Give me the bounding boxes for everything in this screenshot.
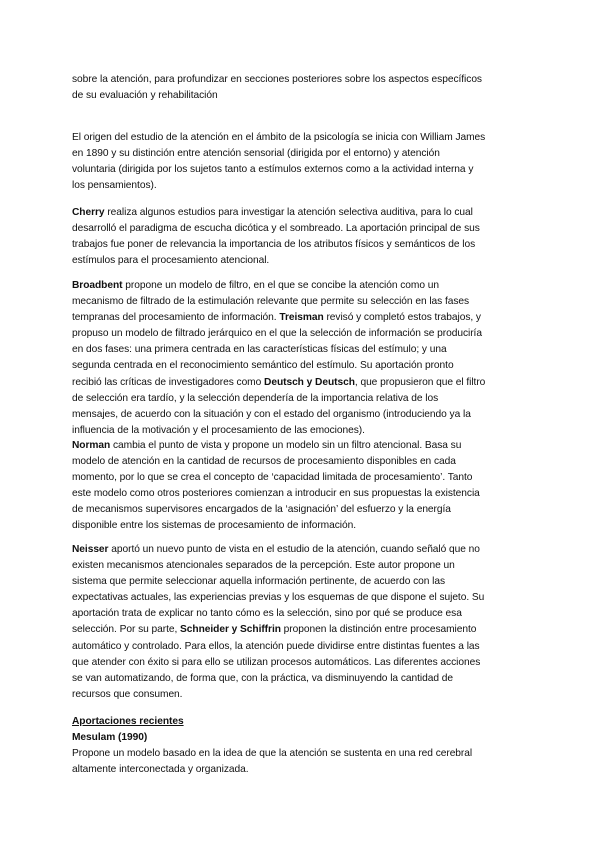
text-line: momento, por lo que se crea el concepto de ‘capacidad limitada de procesamiento’. Tanto	[72, 472, 473, 484]
text-line: influencia de la motivación y el procesamiento de las emociones).	[72, 424, 365, 436]
text-line: en 1890 y su distinción entre atención sensorial (dirigida por el entorno) y atención	[72, 148, 440, 160]
text-fragment: , que propusieron que el filtro	[354, 376, 486, 388]
intro-paragraph	[72, 72, 542, 104]
author-name: Deutsch y Deutsch	[264, 376, 355, 388]
text-line	[72, 278, 542, 294]
text-line: de mecanismos supervisores encargados de la ‘asignación’ del esfuerzo y la energía	[72, 504, 451, 516]
text-line: Propone un modelo basado en la idea de que la atención se sustenta en una red cerebral	[72, 748, 473, 760]
text-line: que atender con éxito si para ello se utilizan procesos automáticos. Las diferentes acciones	[72, 656, 481, 668]
author-name: Cherry	[72, 207, 105, 218]
section-subheading: Mesulam (1990)	[72, 732, 148, 744]
text-line: en dos fases: una primera centrada en las características físicas del estímulo; y una	[72, 344, 447, 356]
text-line: modelo de atención en la cantidad de recursos de procesamiento disponibles en cada	[72, 456, 456, 468]
text-line: mensajes, de acuerdo con la situación y con el estado del organismo (introduciendo ya la	[72, 408, 471, 420]
text-fragment: realiza algunos estudios para investigar la atención selectiva auditiva, para lo cual	[104, 207, 473, 218]
text-line: de su evaluación y rehabilitación	[72, 90, 218, 102]
text-line: aportación trata de explicar no tanto cómo es la selección, sino por qué se produce esa	[72, 608, 462, 620]
text-line: automático y controlado. Para ellos, la atención puede dividirse entre distintas fuentes a las	[72, 640, 480, 652]
recent-section	[72, 714, 542, 778]
text-line	[72, 375, 542, 391]
text-line: El origen del estudio de la atención en el ámbito de la psicología se inicia con William James	[72, 132, 486, 143]
text-line: trabajos fue poner de relevancia la importancia de los atributos físicos y semánticos de los	[72, 239, 476, 251]
text-line	[72, 438, 542, 454]
text-line: mecanismo de filtrado de la estimulación relevante que permite su selección en las fases	[72, 296, 470, 308]
section-heading: Aportaciones recientes	[72, 716, 184, 727]
text-line: propuso un modelo de filtrado jerárquico en el que la selección de información se produciría	[72, 328, 482, 340]
text-line	[72, 542, 542, 558]
text-line: existen mecanismos atencionales separados de la percepción. Este autor propone un	[72, 560, 455, 572]
cherry-paragraph	[72, 205, 542, 269]
text-line: altamente interconectada y organizada.	[72, 764, 249, 776]
author-name: Broadbent	[72, 280, 123, 291]
text-line: sobre la atención, para profundizar en secciones posteriores sobre los aspectos específicos	[72, 74, 482, 85]
text-line	[72, 205, 542, 221]
text-line: desarrolló el paradigma de escucha dicótica y el sombreado. La aportación principal de sus	[72, 223, 480, 235]
origin-paragraph	[72, 130, 542, 194]
text-line: recursos que consumen.	[72, 688, 183, 700]
text-fragment: tempranas del procesamiento de información.	[72, 312, 280, 324]
text-line: estímulos para el procesamiento atencional.	[72, 255, 270, 267]
text-line: este modelo como otros posteriores comienzan a introducir en sus propuestas la existencia	[72, 488, 480, 500]
text-line	[72, 310, 542, 326]
text-fragment: cambia el punto de vista y propone un modelo sin un filtro atencional. Basa su	[110, 440, 462, 451]
author-name: Neisser	[72, 544, 109, 555]
text-line: disponible entre los sistemas de procesamiento de información.	[72, 520, 357, 532]
text-fragment: recibió las críticas de investigadores como	[72, 376, 265, 388]
norman-paragraph	[72, 438, 542, 535]
text-fragment: revisó y completó estos trabajos, y	[323, 312, 481, 324]
author-name: Treisman	[279, 312, 324, 324]
author-name: Schneider y Schiffrin	[180, 624, 281, 636]
text-line: de selección era tardío, y la selección dependería de la importancia relativa de los	[72, 392, 439, 404]
text-fragment: propone un modelo de filtro, en el que se concibe la atención como un	[122, 280, 439, 291]
author-name: Norman	[72, 440, 111, 451]
text-line: los pensamientos).	[72, 180, 157, 192]
neisser-paragraph	[72, 542, 542, 703]
text-line: se van automatizando, de forma que, con la práctica, va disminuyendo la cantidad de	[72, 672, 453, 684]
text-fragment: aportó un nuevo punto de vista en el estudio de la atención, cuando señaló que no	[108, 544, 480, 555]
text-line: segunda centrada en el reconocimiento semántico del estímulo. Su aportación pronto	[72, 360, 454, 372]
broadbent-paragraph	[72, 278, 542, 439]
text-line: expectativas actuales, las experiencias previas y los esquemas de que dispone el sujeto. Su	[72, 592, 485, 604]
text-line	[72, 622, 542, 638]
text-line: voluntaria (dirigida por los sujetos tanto a estímulos externos como a la actividad interna y	[72, 164, 474, 176]
text-line: sistema que permite seleccionar aquella información pertinente, de acuerdo con las	[72, 576, 446, 588]
text-fragment: selección. Por su parte,	[72, 624, 181, 636]
text-fragment: proponen la distinción entre procesamiento	[280, 624, 477, 636]
